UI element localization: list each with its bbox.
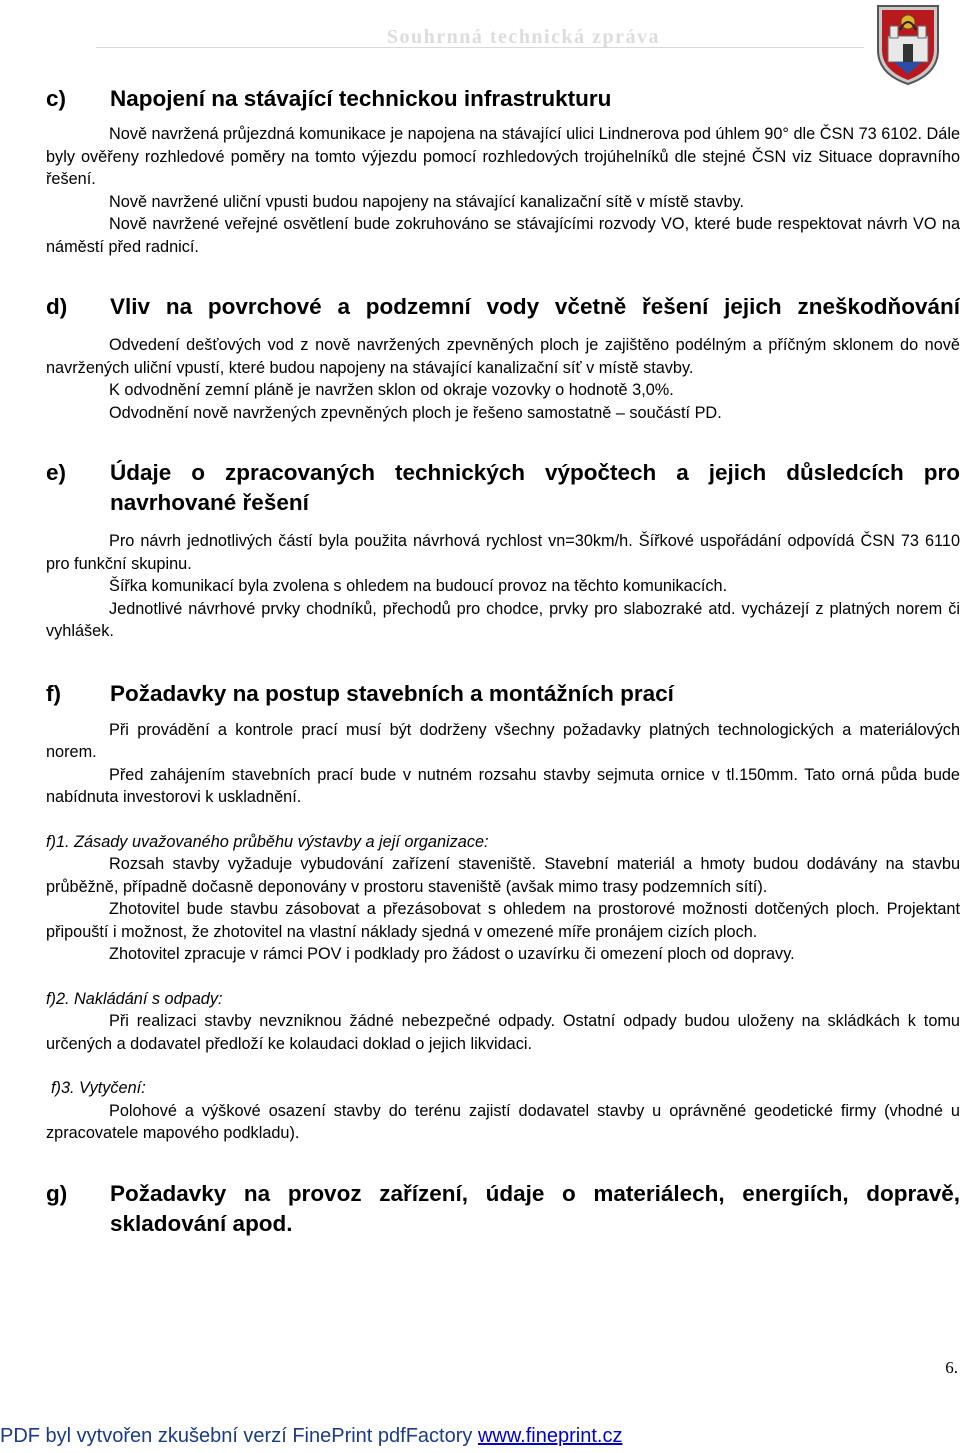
header-divider	[96, 47, 864, 48]
footer-text: PDF byl vytvořen zkušební verzí FinePrint pdfFactory	[0, 1425, 478, 1447]
section-e-paragraph-1: Pro návrh jednotlivých částí byla použita návrhová rychlost vn=30km/h. Šířkové uspořádání odpovídá ČSN 73 6110 pro funkční skupinu.	[46, 532, 960, 573]
section-e-title: Údaje o zpracovaných technických výpočtech a jejich důsledcích pro navrhované řešení	[110, 460, 960, 515]
section-g-label: g)	[46, 1180, 68, 1206]
subsection-f1-paragraph-1: Rozsah stavby vyžaduje vybudování zařízení staveniště. Stavební materiál a hmoty budou dodávány na stavbu průběžně, případně dočasně deponovány v prostoru staveniště (avšak mimo trasy podzemních sítí).	[46, 855, 960, 896]
section-c-paragraph-3: Nově navržené veřejné osvětlení bude zokruhováno se stávajícími rozvody VO, které bude respektovat návrh VO na náměstí před radnicí.	[46, 215, 960, 256]
document-body	[46, 84, 960, 1239]
section-e-label: e)	[46, 460, 67, 485]
section-c-paragraph-1: Nově navržená průjezdná komunikace je napojena na stávající ulici Lindnerova pod úhlem 90° dle ČSN 73 6102. Dále byly ověřeny rozhledové poměry na tomto výjezdu pomocí rozhledových trojúhelníků dle stejné ČSN viz Situace dopravního řešení.	[46, 125, 960, 188]
section-c-heading	[46, 84, 960, 114]
footer-link[interactable]: www.fineprint.cz	[477, 1425, 623, 1447]
section-e-paragraph-3: Jednotlivé návrhové prvky chodníků, přechodů pro chodce, prvky pro slabozraké atd. vycházejí z platných norem či vyhlášek.	[46, 599, 960, 640]
section-c-label: c)	[46, 86, 67, 111]
subsection-f3-title: f)3. Vytyčení:	[51, 1079, 146, 1097]
section-e-paragraph-2: Šířka komunikací byla zvolena s ohledem na budoucí provoz na těchto komunikacích.	[109, 577, 728, 595]
section-c-paragraph-2: Nově navržené uliční vpusti budou napojeny na stávající kanalizační sítě v místě stavby.	[109, 192, 745, 211]
section-f-label: f)	[46, 680, 61, 706]
subsection-f1-title: f)1. Zásady uvažovaného průběhu výstavby a její organizace:	[46, 832, 489, 851]
section-f-heading	[46, 679, 960, 709]
section-d-label: d)	[46, 294, 68, 319]
footer-watermark	[0, 1425, 622, 1448]
section-d-paragraph-2: K odvodnění zemní pláně je navržen sklon od okraje vozovky o hodnotě 3,0%.	[109, 381, 674, 399]
page-number: 6.	[945, 1358, 958, 1377]
coat-of-arms-logo	[870, 0, 946, 86]
section-e-heading	[46, 458, 960, 518]
subsection-f3-paragraph-1: Polohové a výškové osazení stavby do terénu zajistí dodavatel stavby u oprávněné geodetické firmy (vhodné u zpracovatele mapového podkladu).	[46, 1101, 960, 1142]
subsection-f2-paragraph-1: Při realizaci stavby nevzniknou žádné nebezpečné odpady. Ostatní odpady budou uloženy na skládkách k tomu určených a dodavatel předloží ke kolaudaci doklad o jejich likvidaci.	[46, 1012, 960, 1053]
section-f-title: Požadavky na postup stavebních a montážních prací	[110, 680, 674, 706]
subsection-f2-title: f)2. Nakládání s odpady:	[46, 989, 223, 1008]
section-f-paragraph-2: Před zahájením stavebních prací bude v nutném rozsahu stavby sejmuta ornice v tl.150mm. Tato orná půda bude nabídnuta investorovi k uskladnění.	[46, 765, 960, 806]
section-d-heading	[46, 292, 960, 322]
section-d-paragraph-3: Odvodnění nově navržených zpevněných ploch je řešeno samostatně – součástí PD.	[109, 403, 722, 422]
section-c-title: Napojení na stávající technickou infrastrukturu	[110, 86, 612, 111]
section-d-title: Vliv na povrchové a podzemní vody včetně řešení jejich zneškodňování	[110, 294, 960, 319]
subsection-f1-paragraph-3: Zhotovitel zpracuje v rámci POV i podklady pro žádost o uzavírku či omezení ploch od dopravy.	[109, 945, 795, 963]
section-g-heading	[46, 1179, 960, 1239]
section-f-paragraph-1: Při provádění a kontrole prací musí být dodrženy všechny požadavky platných technologických a materiálových norem.	[46, 720, 960, 761]
section-d-paragraph-1: Odvedení dešťových vod z nově navržených zpevněných ploch je zajištěno podélným a příčným sklonem do nově navržených uliční vpustí, které budou napojeny na stávající kanalizační síť v místě stavby.	[46, 336, 960, 377]
subsection-f1-paragraph-2: Zhotovitel bude stavbu zásobovat a přezásobovat s ohledem na prostorové možnosti dotčených ploch. Projektant připouští i možnost, že zhotovitel na vlastní náklady sjedná v omezené míře pronájem cizích ploch.	[46, 900, 960, 941]
section-g-title: Požadavky na provoz zařízení, údaje o materiálech, energiích, dopravě, skladování apod.	[110, 1180, 960, 1236]
header-title: Souhrnná technická zpráva	[386, 26, 660, 48]
